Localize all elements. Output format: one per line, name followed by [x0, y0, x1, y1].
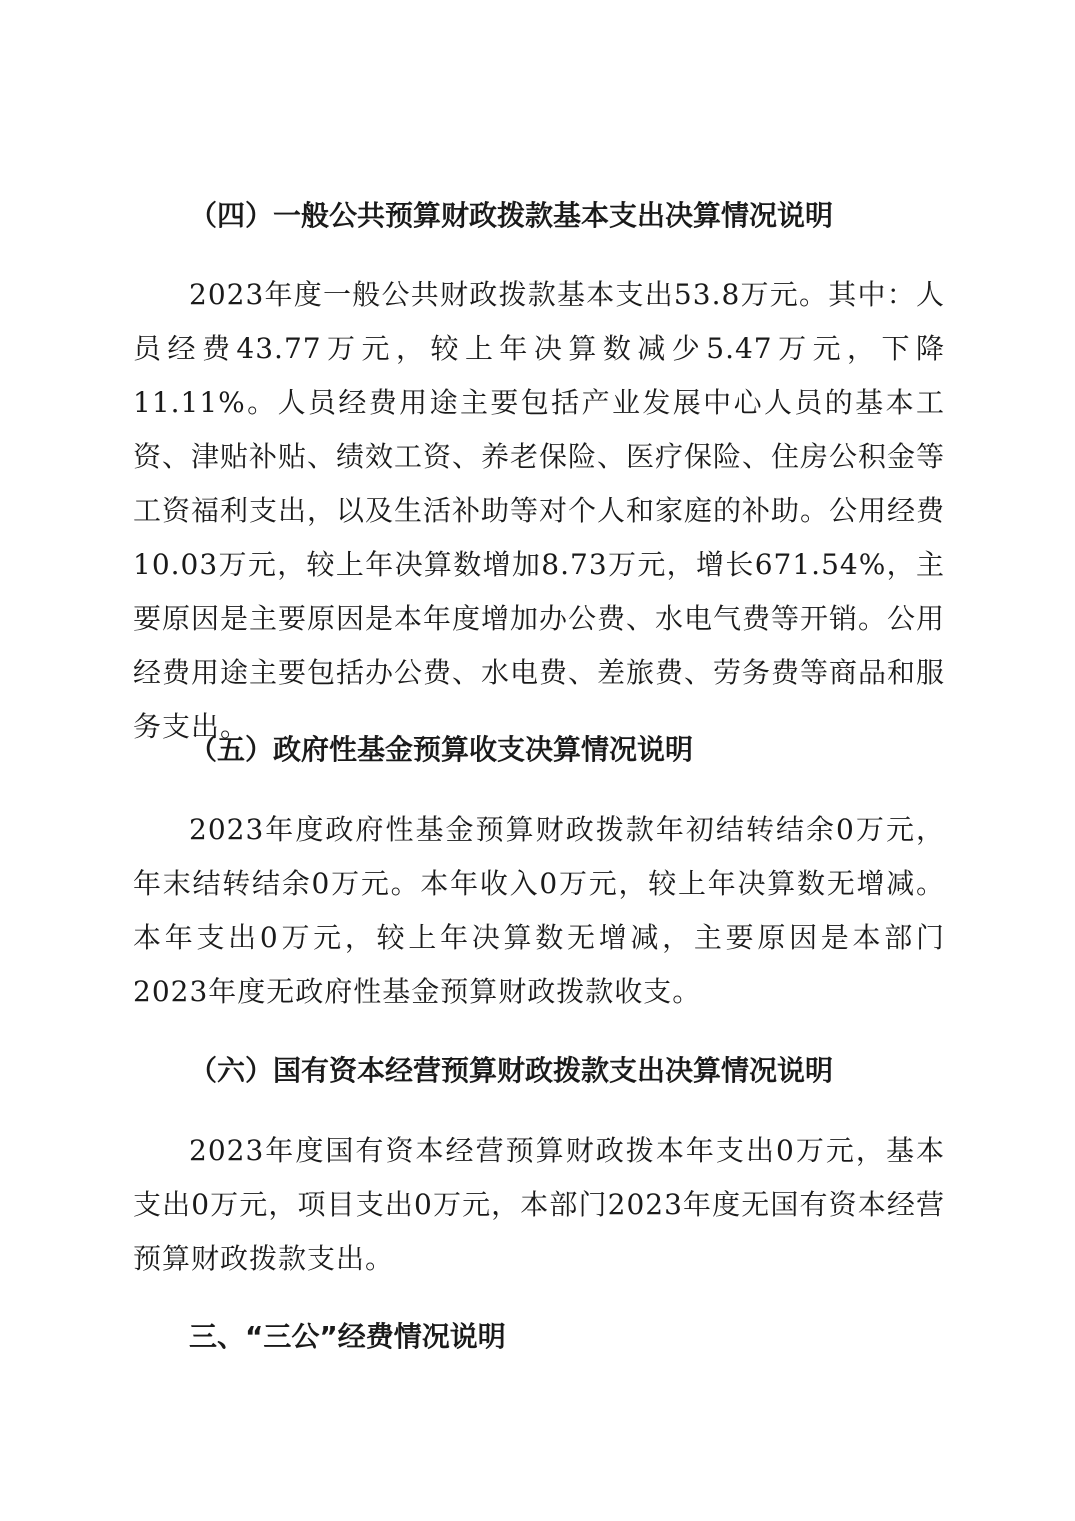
section-body-5: 2023年度政府性基金预算财政拨款年初结转结余0万元，年末结转结余0万元。本年收入0万元，较上年决算数无增减。本年支出0万元，较上年决算数无增减，主要原因是本部门2023年度无政府性基金预算财政拨款收支。: [133, 813, 945, 1008]
section-heading-3: 三、“三公”经费情况说明: [189, 1320, 506, 1353]
section-heading-5: （五）政府性基金预算收支决算情况说明: [189, 733, 694, 766]
section-heading-4: （四）一般公共预算财政拨款基本支出决算情况说明: [189, 199, 834, 232]
section-body-6: 2023年度国有资本经营预算财政拨本年支出0万元，基本支出0万元，项目支出0万元，本部门2023年度无国有资本经营预算财政拨款支出。: [133, 1134, 945, 1275]
section-body-4: 2023年度一般公共财政拨款基本支出53.8万元。其中：人员经费43.77万元，较上年决算数减少5.47万元，下降11.11%。人员经费用途主要包括产业发展中心人员的基本工资、津贴补贴、绩效工资、养老保险、医疗保险、住房公积金等工资福利支出，以及生活补助等对个人和家庭的补助。公用经费10.03万元，较上年决算数增加8.73万元，增长671.54%，主要原因是主要原因是本年度增加办公费、水电气费等开销。公用经费用途主要包括办公费、水电费、差旅费、劳务费等商品和服务支出。: [133, 278, 946, 743]
section-heading-6: （六）国有资本经营预算财政拨款支出决算情况说明: [189, 1054, 834, 1087]
